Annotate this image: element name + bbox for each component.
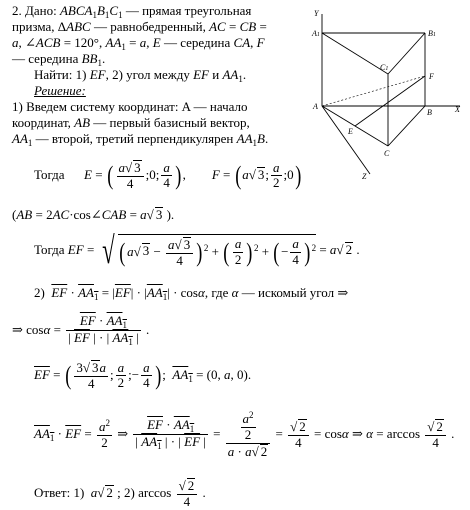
togda-1: Тогда (34, 166, 65, 182)
problem-line-1: 2. Дано: $ABCA_1B_1C_1$ — прямая треугольная (12, 3, 252, 20)
prism-figure (300, 6, 466, 180)
solution-label: Решение: (34, 83, 86, 98)
label-x: X (455, 105, 460, 114)
find-line: Найти: 1) EF, 2) угол между EF и $AA_1$. (34, 67, 247, 84)
edge-a1c1 (322, 33, 388, 74)
label-c1: C1 (380, 63, 389, 72)
step1-line-3: $AA_1$ — второй, третий перпендикулярен $AA_1B$. (12, 131, 269, 148)
label-b: B (427, 108, 432, 117)
axis-z (322, 106, 370, 174)
vectors-line: $\overline{EF}$ = ( $\frac{3√ 3a}{4}$ ; $\frac{a}{2}$ ;− $\frac{a}{4}$ ); $AA_1 = (0$, a, 0). (34, 359, 252, 391)
problem-line-3: a, ∠ACB = 120°, $AA_1 = a$, E — середина CA, F (12, 35, 265, 52)
problem-line-4: — середина $BB_1$. (12, 51, 106, 68)
step2-line: 2) $\overline{EF} \cdot AA_1 = |\overline{EF}| \cdot |AA_1| \cdot \cos\alpha$, где α — искомый угол ⇒ (34, 285, 349, 302)
edge-b1c1 (388, 33, 425, 74)
final-calc: $AA_1 \cdot \overline{EF}$ = $\frac{a^2}{2}$ ⇒ $\frac{\overline{EF} \cdot AA_1}{| AA_1 | \cdot | \overline{EF} |}$ = $\frac{\frac{a^2}{2}}{a \cdot a√ 2}$ = $\frac{√ 2}{4}$ = cosα ⇒ α = arccos $\frac{√ 2}{4}$ . (34, 410, 455, 459)
edge-cb (388, 106, 425, 146)
label-e: E (348, 127, 353, 136)
ef-length-line: Тогда EF = √ (a√ 3 − $\frac{a√ 3}{4}$ )$^2$ + ( $\frac{a}{2}$ )$^2$ + (− $\frac{a}{4}$ )$^2$ = a√ 2 . (34, 230, 360, 272)
ab-note: (AB = 2AC·cos∠CAB = a√ 3 ). (12, 207, 175, 222)
label-a: A (313, 102, 318, 111)
problem-line-2: призма, ΔABC — равнобедренный, AC = CB = (12, 19, 267, 34)
togda-2: Тогда (34, 241, 65, 257)
label-a1: A1 (312, 29, 320, 38)
label-y: Y (314, 9, 319, 18)
step1-line-2: координат, AB — первый базисный вектор, (12, 115, 250, 130)
segment-ef (355, 76, 425, 126)
label-f: F (429, 72, 434, 81)
label-b1: B1 (428, 29, 436, 38)
segment-af (322, 76, 425, 106)
label-c: C (384, 149, 390, 158)
step1-line-1: 1) Введем систему координат: A — начало (12, 99, 248, 114)
coords-line: Тогда E = ( $\frac{a√ 3}{4}$ ;0; $\frac{a}{4}$ ), F = (a√ 3; $\frac{a}{2}$ ;0) (34, 159, 302, 191)
cos-formula: ⇒ cosα = $\frac{\overline{EF} \cdot AA_1}{| \overline{EF} | \cdot | AA_1 |}$ . (12, 313, 150, 348)
answer-line: Ответ: 1) a√ 2 ; 2) arccos $\frac{√ 2}{4}$ . (34, 478, 206, 509)
label-z: Z (362, 172, 367, 180)
